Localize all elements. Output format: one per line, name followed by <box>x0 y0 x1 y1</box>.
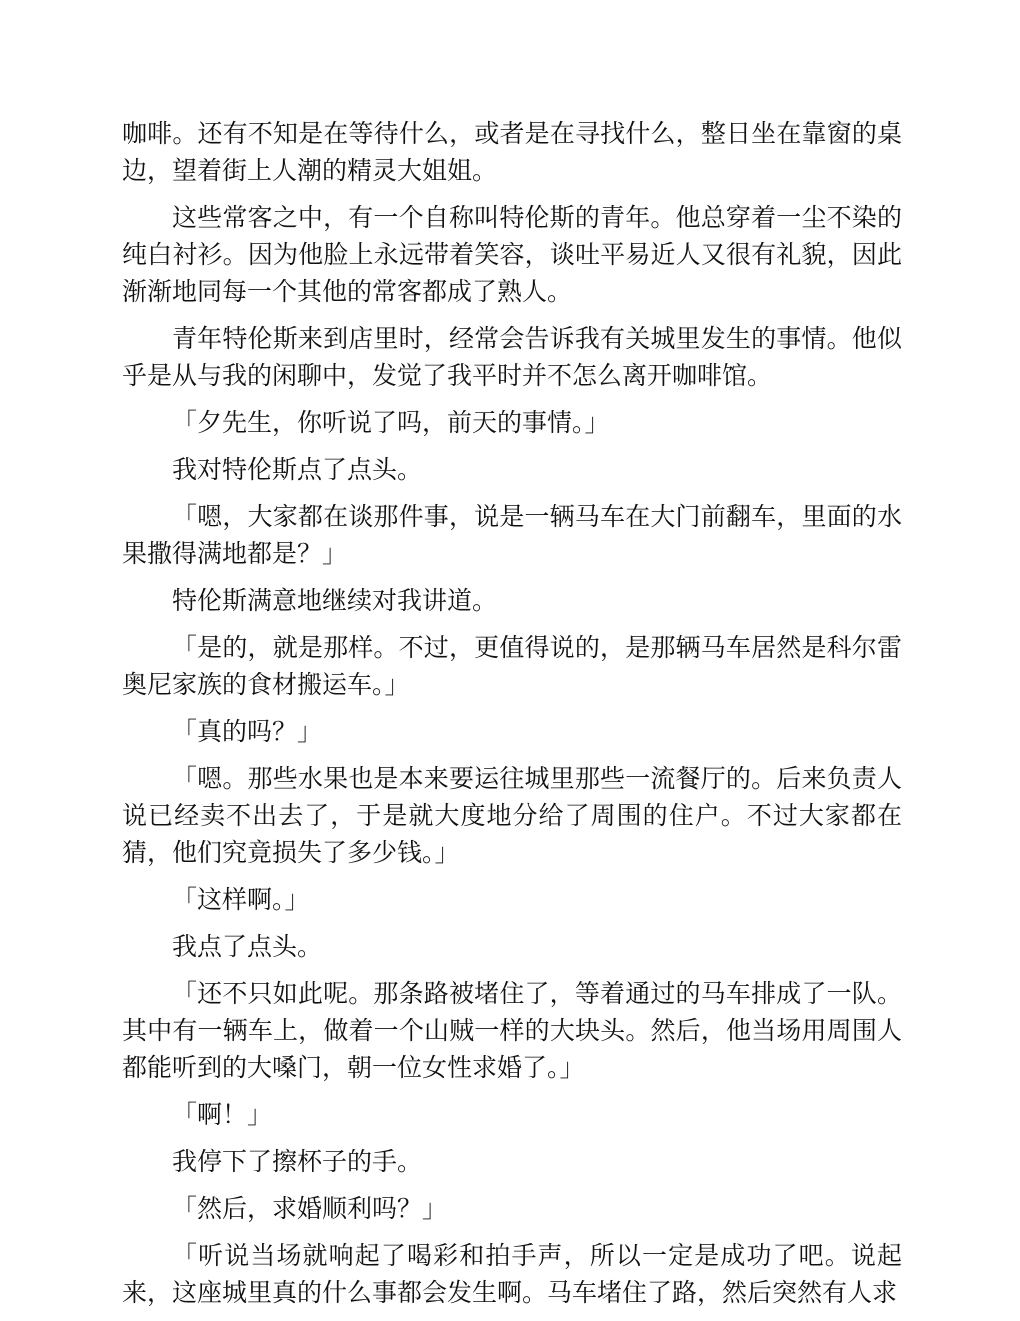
paragraph: 「然后，求婚顺利吗？」 <box>172 1194 448 1223</box>
paragraph: 「啊！」 <box>172 1100 273 1129</box>
paragraph: 这些常客之中，有一个自称叫特伦斯的青年。他总穿着一尘不染的纯白衬衫。因为他脸上永远带着笑容，谈吐平易近人又很有礼貌，因此渐渐地同每一个其他的常客都成了熟人。 <box>122 203 902 306</box>
paragraph: 「嗯。那些水果也是本来要运往城里那些一流餐厅的。后来负责人说已经卖不出去了，于是就大度地分给了周围的住户。不过大家都在猜，他们究竟损失了多少钱。」 <box>122 764 902 867</box>
paragraph: 特伦斯满意地继续对我讲道。 <box>172 586 498 615</box>
paragraph: 「这样啊。」 <box>172 885 310 914</box>
paragraph: 「是的，就是那样。不过，更值得说的，是那辆马车居然是科尔雷奥尼家族的食材搬运车。」 <box>122 633 902 699</box>
body-text <box>122 115 902 1321</box>
paragraph: 「听说当场就响起了喝彩和拍手声，所以一定是成功了吧。说起来，这座城里真的什么事都会发生啊。马车堵住了路，然后突然有人求 <box>122 1241 902 1307</box>
paragraph: 我对特伦斯点了点头。 <box>172 455 423 484</box>
paragraph: 咖啡。还有不知是在等待什么，或者是在寻找什么，整日坐在靠窗的桌边，望着街上人潮的精灵大姐姐。 <box>122 119 902 185</box>
paragraph: 「还不只如此呢。那条路被堵住了，等着通过的马车排成了一队。其中有一辆车上，做着一个山贼一样的大块头。然后，他当场用周围人都能听到的大嗓门，朝一位女性求婚了。」 <box>122 979 902 1082</box>
paragraph: 我停下了擦杯子的手。 <box>172 1147 423 1176</box>
paragraph: 青年特伦斯来到店里时，经常会告诉我有关城里发生的事情。他似乎是从与我的闲聊中，发觉了我平时并不怎么离开咖啡馆。 <box>122 324 902 390</box>
paragraph: 「夕先生，你听说了吗，前天的事情。」 <box>172 408 610 437</box>
paragraph: 「真的吗？」 <box>172 717 323 746</box>
paragraph: 我点了点头。 <box>172 932 323 961</box>
paragraph: 「嗯，大家都在谈那件事，说是一辆马车在大门前翻车，里面的水果撒得满地都是？」 <box>122 502 902 568</box>
